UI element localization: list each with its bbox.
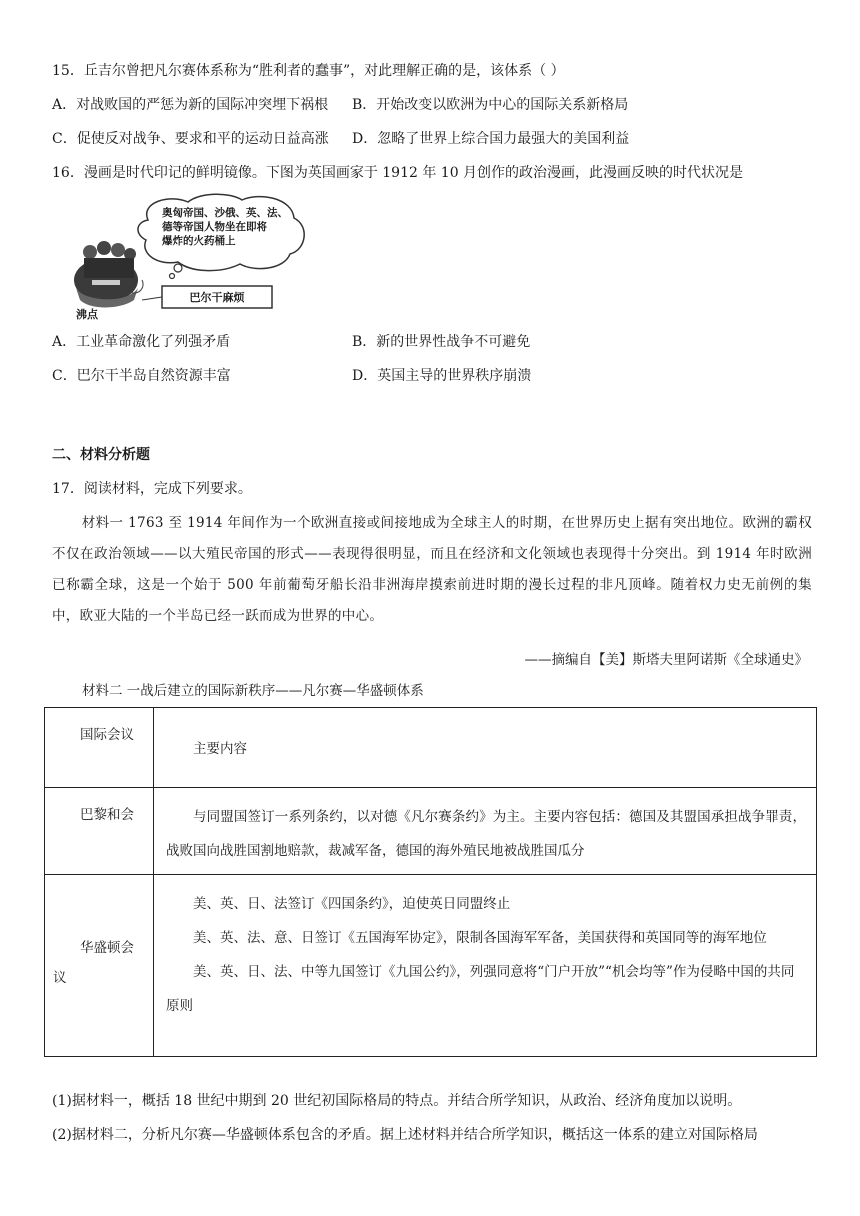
q17-subquestion-2: (2)据材料二，分析凡尔赛—华盛顿体系包含的矛盾。据上述材料并结合所学知识，概括这一体系的建立对国际格局: [52, 1127, 758, 1143]
cartoon-bubble-line: 德等帝国人物坐在即将: [162, 221, 267, 233]
paris-content-text: 与同盟国签订一系列条约，以对德《凡尔赛条约》为主。主要内容包括：德国及其盟国承担战争罪责，战败国向战胜国割地赔款，裁减军备，德国的海外殖民地被战胜国瓜分: [166, 809, 806, 859]
cartoon-caption: 巴尔干麻烦: [189, 291, 245, 304]
section-heading: 二、材料分析题: [52, 447, 150, 463]
material-two-table: [44, 707, 817, 1057]
political-cartoon: [70, 192, 320, 322]
q15-option-b: B．开始改变以欧洲为中心的国际关系新格局: [352, 97, 629, 113]
table-cell-washington: 华盛顿会议: [45, 875, 154, 1057]
cartoon-bubble-line: 奥匈帝国、沙俄、英、法、: [162, 207, 288, 219]
q15-option-a: A．对战败国的严惩为新的国际冲突埋下祸根: [52, 97, 329, 113]
table-header-conference: 国际会议: [45, 708, 154, 788]
q16-option-c: C．巴尔干半岛自然资源丰富: [52, 368, 231, 384]
table-row: [45, 788, 817, 875]
q16-stem: 16．漫画是时代印记的鲜明镜像。下图为英国画家于 1912 年 10 月创作的政治漫画，此漫画反映的时代状况是: [52, 165, 744, 181]
q16-option-b: B．新的世界性战争不可避免: [352, 334, 531, 350]
table-row: [45, 875, 817, 1057]
five-power-treaty-text: 美、英、法、意、日签订《五国海军协定》，限制各国海军军备，美国获得和英国同等的海军地位: [193, 930, 767, 946]
material-one-source: ——摘编自【美】斯塔夫里阿诺斯《全球通史》: [524, 652, 808, 668]
q17-stem: 17．阅读材料，完成下列要求。: [52, 481, 252, 497]
q15-option-c: C．促使反对战争、要求和平的运动日益高涨: [52, 131, 329, 147]
four-power-treaty-text: 美、英、日、法签订《四国条约》，迫使英日同盟终止: [193, 896, 511, 912]
cartoon-boil-label: 沸点: [76, 308, 98, 321]
material-one: 材料一 1763 至 1914 年间作为一个欧洲直接或间接地成为全球主人的时期，在世界历史上据有突出地位。欧洲的霸权不仅在政治领域——以大殖民帝国的形式——表现得很明显，而且在经济和文化领域也表现得十分突出。到 1914 年时欧洲已称霸全球，这是一个始于 500 年前葡萄牙船长沿非洲海岸摸索前进时期的漫长过程的非凡顶峰。随着权力史无前例的集中，欧亚大陆的一个半岛已经一跃而成为世界的中心。: [52, 515, 812, 624]
table-cell-paris-content: [154, 788, 817, 875]
table-header-content: 主要内容: [193, 741, 247, 757]
cartoon-bubble-line: 爆炸的火药桶上: [162, 235, 236, 247]
table-row: [45, 708, 817, 788]
table-cell-washington-content: [154, 875, 817, 1057]
q16-option-d: D．英国主导的世界秩序崩溃: [352, 368, 532, 384]
q15-stem: 15．丘吉尔曾把凡尔赛体系称为“胜利者的蠢事”，对此理解正确的是，该体系（ ）: [52, 63, 565, 79]
material-two-title: 材料二 一战后建立的国际新秩序——凡尔赛—华盛顿体系: [82, 683, 424, 699]
q15-option-d: D．忽略了世界上综合国力最强大的美国利益: [352, 131, 630, 147]
cartoon-bubble-text: [162, 206, 292, 248]
table-header-content-cell: [154, 708, 817, 788]
q17-subquestion-1: (1)据材料一，概括 18 世纪中期到 20 世纪初国际格局的特点。并结合所学知识，从政治、经济角度加以说明。: [52, 1093, 742, 1109]
table-cell-paris: 巴黎和会: [45, 788, 154, 875]
q16-option-a: A．工业革命激化了列强矛盾: [52, 334, 231, 350]
nine-power-treaty-text: 美、英、日、法、中等九国签订《九国公约》，列强同意将“门户开放”“机会均等”作为侵略中国的共同原则: [166, 964, 795, 1014]
